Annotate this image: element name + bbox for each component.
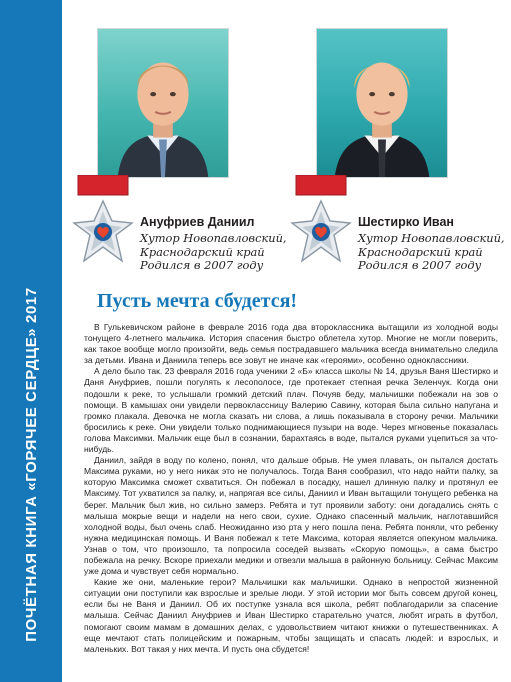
caption-anufriev: [140, 215, 300, 273]
article-body: [84, 322, 498, 655]
article-title: Пусть мечта сбудется!: [97, 290, 298, 312]
article-paragraph: А дело было так. 23 февраля 2016 года ученики 2 «Б» класса школы № 14, друзья Ваня Шестирко и Даня Ануфриев, пошли погулять к лесополосе, где протекает степная речка Зеленчук. Когда они подошли к реке, то услышали громкий детский плач. Почуяв беду, мальчишки побежали на зов о помощи. В камышах они увидели первоклассницу Валерию Савину, которая была сильно напугана и громко плакала. Девочка не могла сказать ни слова, а лишь показывала в сторону речки. Мальчики бросились к реке. Они увидели только поднимающиеся пузыри на воде. Через мгновенье показалась голова Максимки. Мальчик еще был в сознании, барахтаясь в воде, пытался руками уцепиться за что-нибудь.: [84, 366, 498, 455]
award-order-left: [72, 175, 134, 267]
hot-heart-order-icon: [72, 175, 134, 267]
hero-location: Хутор Новопавловский,: [140, 231, 287, 245]
boy-portrait-icon: [317, 29, 447, 177]
hero-location: Хутор Новопавловский,: [358, 231, 505, 245]
hero-region: Краснодарский край: [140, 244, 265, 259]
hero-name: Шестирко Иван: [358, 215, 454, 229]
hero-region: Краснодарский край: [358, 244, 483, 259]
caption-shestirko: [358, 215, 511, 273]
hero-birth-year: Родился в 2007 году: [358, 258, 482, 272]
hero-name: Ануфриев Даниил: [140, 215, 255, 229]
portrait-anufriev: [97, 28, 229, 178]
hero-birth-year: Родился в 2007 году: [140, 258, 264, 272]
article-paragraph: Какие же они, маленькие герои? Мальчишки как мальчишки. Однако в непростой жизненной ситуации они поступили как взрослые и зрелые люди. У этой истории мог быть совсем другой конец, если бы не Ваня и Даниил. Об их поступке узнала вся школа, ребят поблагодарили за спасение малыша. Сейчас Даниил Ануфриев и Иван Шестирко старательно учатся, любят играть в футбол, помогают своим мамам в домашних делах, с удовольствием читают книжки о путешественниках. А еще мечтают стать полицейским и пожарным, чтобы защищать и спасать людей: и взрослых, и маленьких. Вот такая у них мечта. И пусть она сбудется!: [84, 577, 498, 654]
book-title-vertical: [6, 254, 56, 674]
article-paragraph: В Гулькевичском районе в феврале 2016 года два второклассника вытащили из холодной воды тонущего 4-летнего мальчика. История спасения быстро облетела хутор. Многие не могли поверить, как такое вообще могло произойти, ведь семья пострадавшего мальчика всегда внимательно следила за детьми. Ивана и Даниила теперь все зовут не иначе как «героями», особенно одноклассники.: [84, 322, 498, 366]
portrait-shestirko: [316, 28, 448, 178]
boy-portrait-icon: [98, 29, 228, 177]
article-paragraph: Даниил, зайдя в воду по колено, понял, что дальше обрыв. Не умея плавать, он пытался достать Максима руками, но у него никак это не получалось. Тогда Ваня сообразил, что надо найти палку, за которую Максимка сможет схватиться. Он побежал в посадку, нашел длинную палку и протянул ее Максиму. Тот ухватился за палку, и, напрягая все силы, Даниил и Иван вытащили тонущего ребенка на берег. Мальчик был жив, но сильно замерз. Ребята и тут проявили заботу: они догадались снять с малыша мокрые вещи и надели на него свои, сухие. Однако спасенный мальчик, наглотавшийся холодной воды, был очень слаб. Неожиданно изо рта у него пошла пена. Ребята поняли, что ребенку нужна медицинская помощь. И Ваня побежал к тете Максима, которая является опекуном мальчика. Узнав о том, что произошло, та попросила соседей вызвать «Скорую помощь», а сама быстро побежала на речку. Вскоре приехали медики и отвезли малыша в районную больницу. Сейчас Максим уже дома и чувствует себя нормально.: [84, 455, 498, 577]
side-band-text: ПОЧЁТНАЯ КНИГА «ГОРЯЧЕЕ СЕРДЦЕ» 2017: [22, 286, 40, 642]
side-band: [0, 0, 62, 682]
